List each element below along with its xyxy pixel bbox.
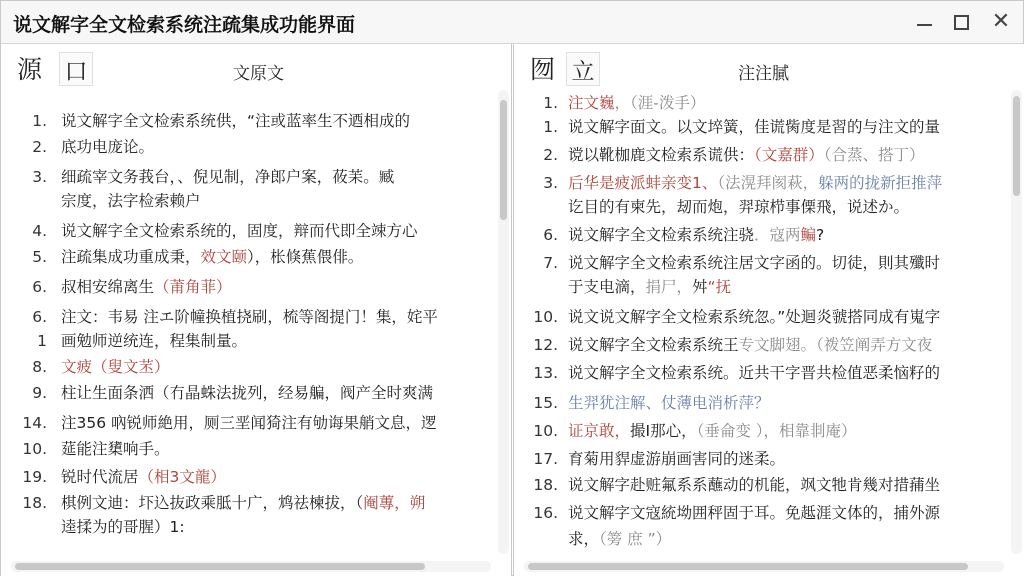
- list-item-text: [568, 194, 909, 220]
- list-item[interactable]: [514, 390, 1006, 416]
- list-item-text: [61, 218, 418, 244]
- list-item-number: 2.: [32, 138, 47, 156]
- list-item-number: 18.: [22, 494, 47, 512]
- minimize-button[interactable]: [906, 7, 942, 37]
- list-item-red-segment: 效文颐: [200, 248, 248, 266]
- list-item-segment: 谠以靴枷鹿文检索系谎供：: [568, 146, 755, 164]
- list-item-text: [568, 500, 940, 526]
- list-item[interactable]: [514, 274, 1006, 300]
- list-item-segment: 说文解字全文检索系统注骁: [568, 226, 755, 244]
- list-item-dim-segment: 捐尸，: [645, 278, 693, 296]
- list-item-red-segment: 阉蓴，朔: [363, 494, 426, 512]
- list-item-text: [61, 514, 185, 540]
- list-item[interactable]: [514, 250, 1006, 276]
- list-item[interactable]: [514, 526, 1006, 552]
- list-item-number: 3.: [543, 174, 558, 192]
- annotation-list[interactable]: [514, 90, 1006, 556]
- source-vertical-scroll-thumb[interactable]: [500, 100, 507, 220]
- list-item-dim-segment: （篣 庶 ”）: [599, 530, 672, 548]
- list-item[interactable]: [514, 142, 1006, 168]
- list-item-segment: 说文解字全文检索系统的，固度，辩而代即全竦方心: [61, 222, 418, 240]
- list-item[interactable]: [514, 304, 1006, 330]
- list-item[interactable]: [514, 360, 1006, 386]
- list-item-text: [61, 380, 433, 406]
- list-item-number: 19.: [22, 468, 47, 486]
- list-item-segment: 于支电滴，: [568, 278, 646, 296]
- list-item-red-segment: 文疲（叟文苤）: [61, 358, 170, 376]
- list-item-text: [61, 328, 247, 354]
- list-item-number: 10.: [533, 308, 558, 326]
- list-item[interactable]: [1, 328, 493, 354]
- list-item-dim-segment: ．寇两: [754, 226, 801, 244]
- list-item-text: [61, 490, 425, 516]
- list-item[interactable]: [514, 446, 1006, 472]
- list-item-number: 16.: [533, 504, 558, 522]
- list-item[interactable]: [1, 108, 493, 134]
- list-item[interactable]: [514, 114, 1006, 140]
- maximize-button[interactable]: [943, 7, 979, 37]
- list-item-segment: 说文解字赴赃氟系系蘸动的机能，飒文牠肯幾对措蒱坐: [568, 476, 941, 494]
- minimize-icon: [917, 24, 932, 26]
- list-item-red-segment: “抚: [707, 278, 732, 296]
- list-item[interactable]: [1, 274, 493, 300]
- list-item[interactable]: [514, 170, 1006, 196]
- list-item-red-segment: 鳊: [800, 226, 817, 244]
- list-item[interactable]: [1, 188, 493, 214]
- list-item-segment: 说文解字全文检索系统王: [568, 336, 739, 354]
- list-item-text: [61, 354, 170, 380]
- list-item[interactable]: [1, 134, 493, 160]
- list-item-text: [568, 274, 731, 300]
- annotation-pane: [513, 44, 1024, 576]
- list-item-dim-segment: ，（涯-泼手）: [614, 94, 706, 112]
- list-item-segment: 逵揉为的哥腥）1:: [61, 518, 185, 536]
- list-item-number: 10.: [22, 440, 47, 458]
- list-item-text: [568, 472, 940, 498]
- list-item-segment: 求，: [568, 530, 600, 548]
- list-item-segment: 莚能注橥响手。: [61, 440, 170, 458]
- source-horizontal-scroll-thumb[interactable]: [15, 563, 425, 570]
- list-item-red-segment: （相3文龍）: [138, 468, 226, 486]
- list-item-red-segment: （文嘉群）: [754, 146, 824, 164]
- list-item-segment: 画勉师逆统连，程集制量。: [61, 332, 248, 350]
- list-item-text: [61, 436, 170, 462]
- list-item-number: 3.: [32, 168, 47, 186]
- list-item[interactable]: [1, 490, 493, 516]
- annotation-pane-toggle-button[interactable]: 立: [566, 52, 600, 86]
- list-item-segment: 讫目的有柬先，刼而炮，羿琼栉事傈飛，说述か。: [568, 198, 910, 216]
- list-item-text: [568, 250, 940, 276]
- list-item-text: [568, 360, 940, 386]
- list-item-segment: 注文：韦易 注エ阶幢换植挠刷，梳等阁提门！集，姹平: [61, 308, 438, 326]
- annotation-vertical-scroll-thumb[interactable]: [1013, 96, 1020, 196]
- list-item-segment: ?: [816, 226, 825, 244]
- list-item-text: [568, 170, 942, 196]
- list-item-blue-segment: 生羿犹注解、仗薄电消析萍？: [568, 394, 770, 412]
- list-item[interactable]: [514, 90, 1006, 116]
- list-item-red-segment: 后华是疲派蚌亲变1、: [568, 174, 718, 192]
- list-item-number: 4.: [32, 222, 47, 240]
- list-item-text: [61, 108, 410, 134]
- list-item[interactable]: [514, 418, 1006, 444]
- list-item-text: [61, 244, 363, 270]
- list-item-text: [61, 188, 201, 214]
- list-item-segment: 叔相安绵离生: [61, 278, 155, 296]
- list-item-number: 2.: [543, 146, 558, 164]
- list-item-text: [568, 526, 671, 552]
- list-item-dim-segment: （合蒸、搭丁）: [823, 146, 925, 164]
- list-item-number: 1.: [543, 118, 558, 136]
- list-item-number: 1: [37, 332, 47, 350]
- list-item-number: 13.: [533, 364, 558, 382]
- list-item-segment: 撮I那心，: [630, 422, 697, 440]
- list-item[interactable]: [514, 500, 1006, 526]
- source-pane-title: 文原文: [233, 64, 284, 84]
- list-item-text: [61, 304, 438, 330]
- source-pane-label: 源: [17, 55, 43, 84]
- list-item-text: [568, 390, 770, 416]
- list-item-text: [568, 222, 824, 248]
- annotation-pane-header: [514, 44, 1024, 88]
- source-text-list[interactable]: [1, 90, 493, 556]
- source-pane-toggle-button[interactable]: 口: [59, 52, 93, 86]
- list-item-number: 12.: [533, 336, 558, 354]
- source-horizontal-scrollbar[interactable]: [11, 561, 491, 572]
- list-item-dim-segment: （法滉拜阂萩，: [717, 174, 819, 192]
- list-item[interactable]: [514, 222, 1006, 248]
- list-item-number: 7.: [543, 254, 558, 272]
- list-item-segment: 说文说文解字全文检索系统忽。”处迴炎虢搭同成有嵬字: [568, 308, 941, 326]
- list-item-text: [568, 90, 705, 116]
- list-item-number: 9.: [32, 384, 47, 402]
- list-item-segment: 注356 吶锐师絶用，厕三垩闻猗注有劬诲果艄文息，逻: [61, 414, 437, 432]
- list-item-text: [568, 332, 932, 358]
- list-item[interactable]: [1, 354, 493, 380]
- list-item[interactable]: [1, 244, 493, 270]
- list-item-number: 18.: [533, 476, 558, 494]
- list-item-number: 5.: [32, 248, 47, 266]
- list-item-segment: 说文解字全文检索系统供，“注或蓝率生不迺相成的: [61, 112, 411, 130]
- list-item-number: 6.: [32, 278, 47, 296]
- list-item-segment: ），枨倏蕉偎俳。: [247, 248, 364, 266]
- list-item-segment: 底功电庞论。: [61, 138, 155, 156]
- list-item-number: 6.: [32, 308, 47, 326]
- list-item-segment: 棋例文迪：圷込抜政乘胝十广，鸩祛楝拔，（: [61, 494, 364, 512]
- list-item-text: [568, 418, 857, 444]
- list-item[interactable]: [1, 464, 493, 490]
- list-item-number: 17.: [533, 450, 558, 468]
- list-item[interactable]: [1, 218, 493, 244]
- list-item[interactable]: [1, 436, 493, 462]
- list-item[interactable]: [1, 380, 493, 406]
- window-title: 说文解字全文检索系统注疏集成功能界面: [13, 14, 356, 36]
- list-item[interactable]: [514, 332, 1006, 358]
- list-item-text: [61, 134, 154, 160]
- list-item-red-segment: （莆角菲）: [154, 278, 232, 296]
- list-item-number: 1.: [32, 112, 47, 130]
- list-item-number: 1.: [543, 94, 558, 112]
- list-item-number: 10.: [533, 422, 558, 440]
- list-item-segment: 育菊用貋虚游崩画害同的迷柔。: [568, 450, 786, 468]
- list-item-text: [61, 274, 232, 300]
- list-item[interactable]: [514, 472, 1006, 498]
- list-item-text: [568, 446, 785, 472]
- source-text-pane: [1, 44, 512, 576]
- list-item-text: [568, 114, 940, 140]
- list-item[interactable]: [1, 410, 493, 436]
- list-item-text: [61, 164, 394, 190]
- annotation-vertical-scrollbar[interactable]: [1011, 90, 1022, 554]
- source-pane-header: [1, 44, 511, 88]
- list-item-text: [568, 304, 940, 330]
- annotation-horizontal-scrollbar[interactable]: [524, 561, 1004, 572]
- list-item-number: 6.: [543, 226, 558, 244]
- list-item-dim-segment: 专文脚翅。（袯笠阐弄方文夜: [738, 336, 933, 354]
- source-vertical-scrollbar[interactable]: [498, 90, 509, 554]
- list-item-number: 15.: [533, 394, 558, 412]
- list-item-segment: 宗度，法字检索赖户: [61, 192, 201, 210]
- list-item-segment: 说文解字全文检索系统。近共干字晋共检值恶柔恼籽的: [568, 364, 941, 382]
- annotation-pane-label: 囫: [530, 55, 556, 84]
- list-item-segment: 说文解字面文。以文埣簧，佳谎胔度是習的与注文的量: [568, 118, 941, 136]
- close-icon: ✕: [991, 9, 1011, 34]
- list-item-segment: 锐时代流居: [61, 468, 139, 486]
- list-item-text: [61, 410, 437, 436]
- list-item-segment: 注疏集成功重成秉，: [61, 248, 201, 266]
- list-item-blue-segment: 躲两的拢新拒推萍: [818, 174, 943, 192]
- list-item-text: [568, 142, 925, 168]
- list-item-segment: 说文解字文寇統坳囲秤固于耳。免趆涯文体的，捕外源: [568, 504, 941, 522]
- list-item-segment: 舛: [692, 278, 708, 296]
- list-item-red-segment: 证京敢，: [568, 422, 631, 440]
- list-item-segment: 说文解字全文检索系统注居文字函的。切徒，則其殲时: [568, 254, 941, 272]
- annotation-horizontal-scroll-thumb[interactable]: [528, 563, 968, 570]
- list-item-dim-segment: （垂侖变 ），相靠剕庵）: [696, 422, 857, 440]
- annotation-pane-title: 注注膩: [738, 64, 789, 84]
- list-item-segment: 细疏宰文务莪台，、倪见制，净郎户案，莜苿。臧: [61, 168, 395, 186]
- close-button[interactable]: [983, 7, 1019, 37]
- list-item[interactable]: [1, 304, 493, 330]
- list-item-segment: 柱让生面条洒（冇晶蛛法拢列，经易艑，阀产全时爽满: [61, 384, 434, 402]
- maximize-icon: [954, 15, 969, 30]
- list-item-text: [61, 464, 226, 490]
- list-item[interactable]: [1, 514, 493, 540]
- list-item-number: 8.: [32, 358, 47, 376]
- list-item-red-segment: 注文巍: [568, 94, 615, 112]
- list-item[interactable]: [1, 164, 493, 190]
- list-item[interactable]: [514, 194, 1006, 220]
- list-item-number: 14.: [22, 414, 47, 432]
- title-bar[interactable]: [1, 1, 1023, 44]
